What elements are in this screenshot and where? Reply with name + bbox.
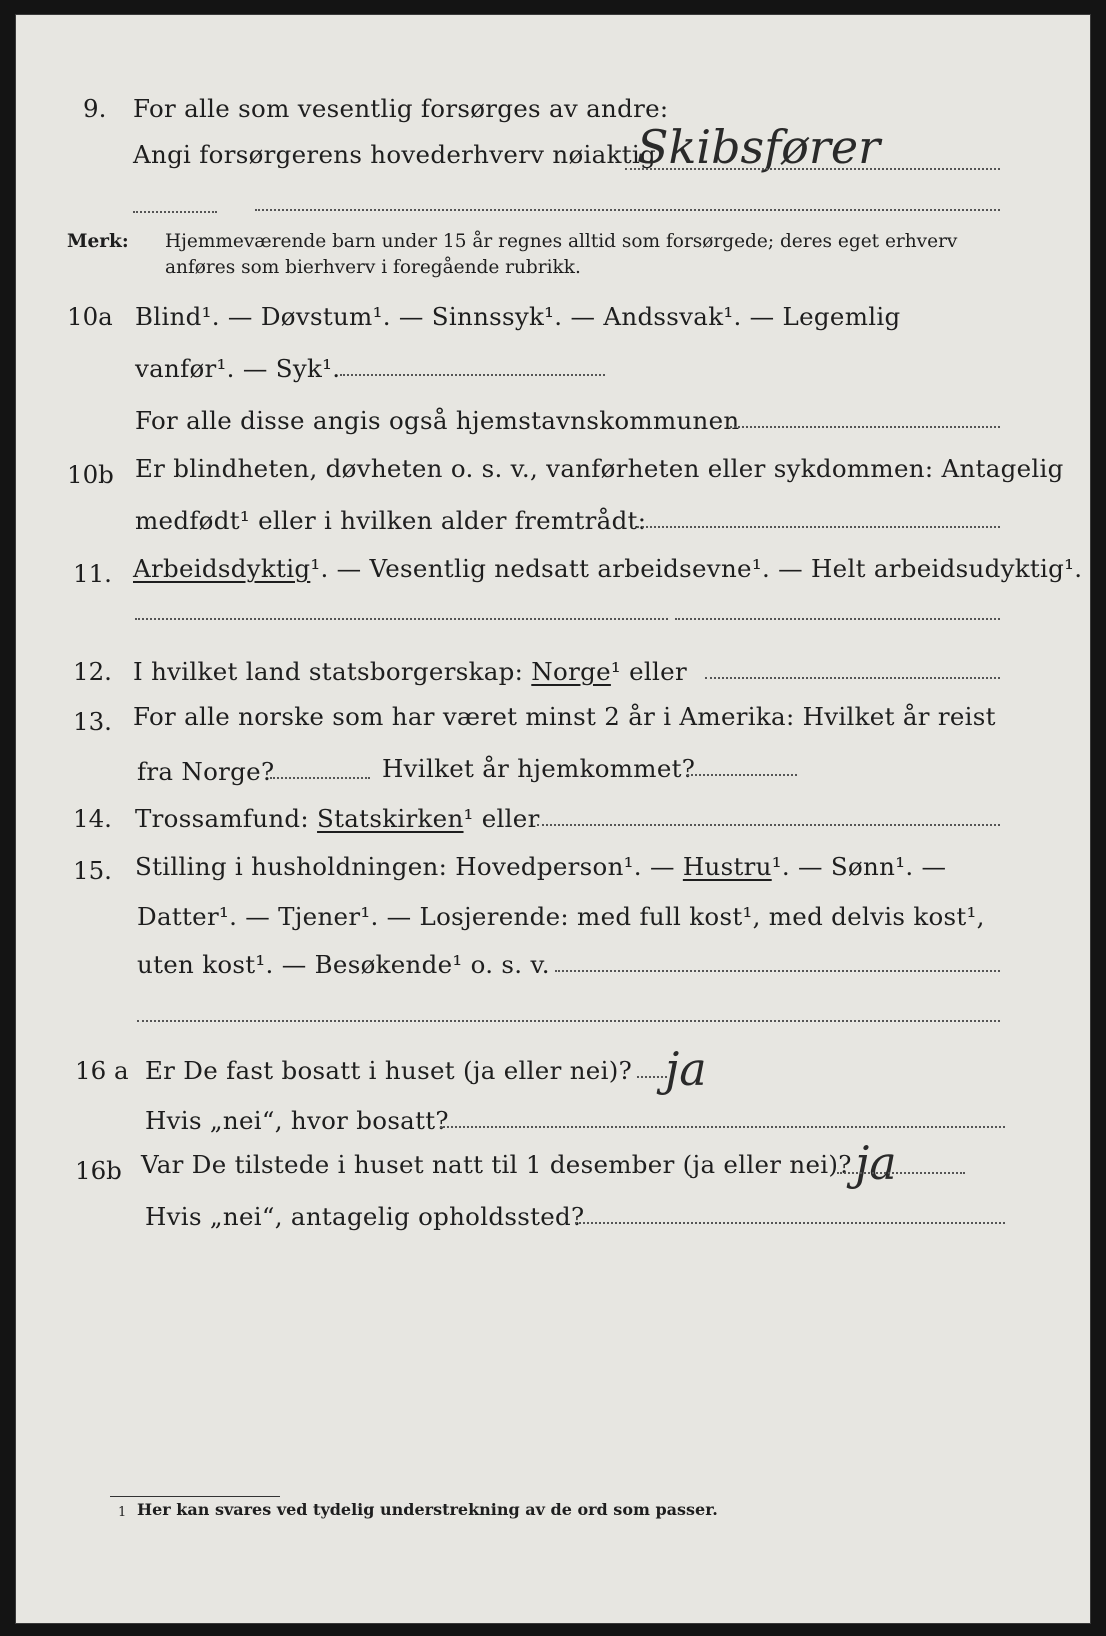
q11-line-a [135, 618, 668, 620]
q12-line [133, 657, 687, 687]
q10a-line3: For alle disse angis også hjemstavnskommunen [135, 406, 740, 435]
q16b-line2: Hvis „nei“, antagelig opholdssted? [145, 1202, 585, 1231]
q13-line2a: fra Norge? [137, 757, 275, 786]
q10a-line1: Blind¹. — Døvstum¹. — Sinnssyk¹. — Andssvak¹. — Legemlig [135, 302, 901, 331]
q11-option-arbeidsdyktig[interactable]: Arbeidsdyktig [133, 554, 311, 583]
q10a-syk-line [340, 374, 605, 376]
q14-post: ¹ eller [463, 804, 540, 833]
q15-line1 [135, 852, 946, 882]
q9-extra-line-a [133, 211, 217, 213]
q16b-number: 16b [75, 1156, 122, 1185]
q9-number: 9. [83, 94, 107, 123]
q14-number: 14. [73, 804, 112, 833]
q10b-line1: Er blindheten, døvheten o. s. v., vanførheten eller sykdommen: Antagelig [135, 454, 1064, 483]
q16b-line1: Var De tilstede i huset natt til 1 desember (ja eller nei)? [141, 1150, 852, 1179]
q15-line2: Datter¹. — Tjener¹. — Losjerende: med full kost¹, med delvis kost¹, [137, 902, 985, 931]
q9-handwritten-answer: Skibsfører [637, 120, 881, 174]
q15-line3: uten kost¹. — Besøkende¹ o. s. v. [137, 950, 550, 979]
q13-reist-line [270, 777, 370, 779]
q14-pre: Trossamfund: [135, 804, 309, 833]
merk-line1: Hjemmeværende barn under 15 år regnes alltid som forsørgede; deres eget erhverv [165, 231, 958, 252]
q14-line [135, 804, 540, 834]
q14-answer-line [537, 824, 1000, 826]
q10a-line2: vanfør¹. — Syk¹. [135, 354, 341, 383]
q10b-answer-line [637, 526, 1000, 528]
merk-label: Merk: [67, 231, 129, 252]
q12-post: ¹ eller [610, 657, 687, 686]
q13-line2b: Hvilket år hjemkommet? [382, 754, 696, 783]
q16a-bosatt-line [440, 1126, 1005, 1128]
q12-option-norge[interactable]: Norge [531, 657, 611, 686]
census-form-page [15, 14, 1091, 1624]
q13-number: 13. [73, 707, 112, 736]
q15-line1a: Stilling i husholdningen: Hovedperson¹. — [135, 852, 675, 881]
q9-extra-line-b [255, 209, 1000, 211]
q9-line1: For alle som vesentlig forsørges av andre: [133, 94, 669, 123]
q16b-handwritten-answer: ja [855, 1136, 897, 1190]
q11-line [133, 554, 1082, 584]
q9-answer-line [625, 168, 1000, 170]
q10a-kommune-line [730, 426, 1000, 428]
q16a-number: 16 a [75, 1056, 129, 1085]
q13-line1: For alle norske som har været minst 2 år i Amerika: Hvilket år reist [133, 702, 996, 731]
q14-option-statskirken[interactable]: Statskirken [317, 804, 464, 833]
q15-number: 15. [73, 856, 112, 885]
q15-extra-line [137, 1020, 1000, 1022]
q16a-handwritten-answer: ja [665, 1042, 707, 1096]
q11-line-b [675, 618, 1000, 620]
q16b-answer-line [837, 1172, 965, 1174]
q11-number: 11. [73, 559, 112, 588]
q10b-line2: medfødt¹ eller i hvilken alder fremtrådt: [135, 506, 647, 535]
q12-pre: I hvilket land statsborgerskap: [133, 657, 524, 686]
footnote-text: Her kan svares ved tydelig understrekning av de ord som passer. [137, 1500, 718, 1519]
q16a-answer-line [637, 1076, 667, 1078]
q11-rest: ¹. — Vesentlig nedsatt arbeidsevne¹. — Helt arbeidsudyktig¹. [310, 554, 1083, 583]
q9-line2: Angi forsørgerens hovederhverv nøiaktig [133, 140, 656, 169]
q16a-line1: Er De fast bosatt i huset (ja eller nei)? [145, 1056, 632, 1085]
q10b-number: 10b [67, 460, 114, 489]
q15-option-hustru[interactable]: Hustru [682, 852, 772, 881]
merk-line2: anføres som bierhverv i foregående rubrikk. [165, 257, 581, 278]
q10a-number: 10a [67, 302, 113, 331]
q15-answer-line [555, 970, 1000, 972]
footnote-rule [110, 1496, 280, 1497]
q12-number: 12. [73, 657, 112, 686]
q15-line1b: ¹. — Sønn¹. — [771, 852, 947, 881]
q16b-opholdssted-line [575, 1222, 1005, 1224]
q13-hjemkommet-line [687, 774, 797, 776]
footnote-mark: 1 [118, 1505, 127, 1520]
q16a-line2: Hvis „nei“, hvor bosatt? [145, 1106, 449, 1135]
q12-answer-line [705, 677, 1000, 679]
